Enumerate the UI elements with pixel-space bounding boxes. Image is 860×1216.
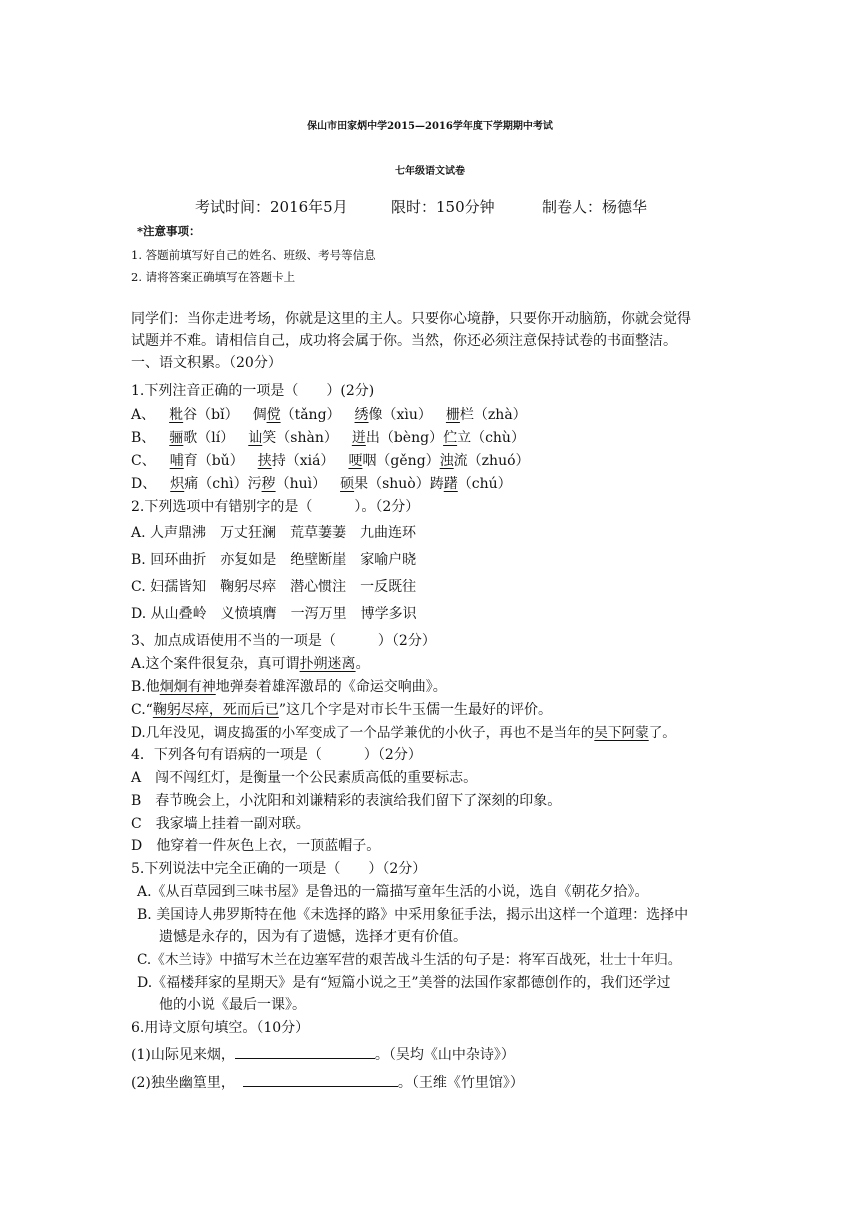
notes-heading: *注意事项： — [137, 224, 201, 238]
option-text: 了。 — [648, 725, 676, 741]
marked-word: 栅 — [445, 407, 460, 423]
marked-word: 浊 — [439, 453, 454, 469]
marked-word: 粃 — [169, 407, 184, 423]
marked-word: 迸 — [351, 430, 366, 446]
option-text: 。 — [355, 656, 370, 672]
intro-line: 同学们：当你走进考场，你就是这里的主人。只要你心境静，只要你开动脑筋，你就会觉得 — [131, 311, 691, 327]
option-label: C、 — [131, 453, 156, 469]
pinyin-text: 立（chù） — [457, 430, 525, 446]
question-stem: 3、加点成语使用不当的一项是（ ）（2分） — [131, 633, 436, 649]
question-stem: 2.下列选项中有错别字的是（ ）。（2分） — [131, 499, 420, 515]
poem-source: 。（王维《竹里馆》） — [397, 1075, 524, 1091]
poem-source: 。（吴均《山中杂诗》） — [374, 1047, 515, 1063]
option-row — [131, 723, 676, 743]
option-row: B. 回环曲折 亦复如是 绝壁断崖 家喻户晓 — [131, 552, 417, 568]
exam-subtitle: 七年级语文试卷 — [395, 166, 465, 177]
marked-word: 炽 — [170, 476, 185, 492]
option-row — [131, 700, 552, 720]
option-label: A、 — [131, 407, 156, 423]
pinyin-text: 痛（chì） — [184, 476, 248, 492]
pinyin-text: （chú） — [457, 476, 512, 492]
option-row-continued: 他的小说《最后一课》。 — [159, 997, 306, 1013]
marked-word: 哽 — [348, 453, 363, 469]
pinyin-text: 流（zhuó） — [453, 453, 530, 469]
answer-blank[interactable] — [235, 1044, 375, 1059]
marked-word: 硕 — [340, 476, 355, 492]
option-text: 地弹奏着雄浑激昂的《命运交响曲》。 — [215, 679, 447, 695]
pinyin-text: 谷（bǐ） — [183, 407, 239, 423]
marked-idiom: 扑朔迷离 — [299, 656, 356, 672]
marked-word: 秽 — [261, 476, 276, 492]
option-row — [131, 677, 447, 697]
pinyin-text: 咽（gěng） — [362, 453, 440, 469]
paper-author: 制卷人：杨德华 — [542, 198, 648, 216]
option-row: B. 美国诗人弗罗斯特在他《未选择的路》中采用象征手法，揭示出这样一个道理：选择中 — [137, 907, 689, 923]
option-row — [131, 474, 512, 494]
pinyin-text: 果（shuò） — [354, 476, 430, 492]
exam-title: 保山市田家炳中学2015—2016学年度下学期期中考试 — [307, 121, 553, 132]
note-item: 2. 请将答案正确填写在答题卡上 — [131, 270, 296, 284]
option-text: B.他 — [131, 679, 160, 695]
option-row: D.《福楼拜家的星期天》是有“短篇小说之王”美誉的法国作家都德创作的，我们还学过 — [137, 975, 671, 991]
poem-line: (2)独坐幽篁里， — [131, 1075, 235, 1091]
answer-blank[interactable] — [243, 1072, 398, 1087]
section-heading: 一、语文积累。（20分） — [131, 355, 282, 371]
note-item: 1. 答题前填写好自己的姓名、班级、考号等信息 — [131, 248, 376, 262]
question-stem: 4．下列各句有语病的一项是（ ）（2分） — [131, 747, 422, 763]
fill-blank-row — [131, 1044, 515, 1065]
option-row: B 春节晚会上，小沈阳和刘谦精彩的表演给我们留下了深刻的印象。 — [131, 793, 562, 809]
option-row: A. 人声鼎沸 万丈狂澜 荒草萋萋 九曲连环 — [131, 525, 417, 541]
intro-line: 试题并不难。请相信自己，成功将会属于你。当然，你还必须注意保持试卷的书面整洁。 — [131, 333, 677, 349]
option-text: D.几年没见，调皮捣蛋的小军变成了一个品学兼优的小伙子，再也不是当年的 — [131, 725, 595, 741]
option-row: A 闯不闯红灯，是衡量一个公民素质高低的重要标志。 — [131, 770, 478, 786]
marked-idiom: 鞠躬尽瘁，死而后已 — [152, 702, 279, 718]
marked-word: 倜傥 — [252, 407, 281, 423]
question-stem: 6.用诗文原句填空。（10分） — [131, 1020, 310, 1036]
option-row: D. 从山叠岭 义愤填膺 一泻万里 博学多识 — [131, 606, 417, 622]
option-row — [131, 654, 370, 674]
pinyin-text: （huì） — [275, 476, 327, 492]
pinyin-text: 歌（lí） — [183, 430, 235, 446]
marked-idiom: 吴下阿蒙 — [594, 725, 649, 741]
marked-word: 哺 — [169, 453, 184, 469]
option-row: C. 妇孺皆知 鞠躬尽瘁 潜心惯注 一反既往 — [131, 579, 417, 595]
marked-word: 躇 — [443, 476, 458, 492]
pinyin-text: 持（xiá） — [271, 453, 335, 469]
option-row — [131, 451, 530, 471]
plain-char: 污 — [247, 476, 262, 492]
option-label: D、 — [131, 476, 157, 492]
option-row: A.《从百草园到三味书屋》是鲁迅的一篇描写童年生活的小说，选自《朝花夕拾》。 — [137, 884, 649, 900]
option-row-continued: 遗憾是永存的，因为有了遗憾，选择才更有价值。 — [159, 929, 467, 945]
marked-word: 挟 — [257, 453, 272, 469]
option-row: C.《木兰诗》中描写木兰在边塞军营的艰苦战斗生活的句子是：将军百战死，壮士十年归。 — [137, 952, 682, 968]
option-row: C 我家墙上挂着一副对联。 — [131, 816, 310, 832]
marked-word: 绣 — [354, 407, 369, 423]
option-text: A.这个案件很复杂，真可谓 — [131, 656, 300, 672]
pinyin-text: 栏（zhà） — [459, 407, 527, 423]
pinyin-text: 育（bǔ） — [183, 453, 244, 469]
question-stem: 1.下列注音正确的一项是（ ）(2分) — [131, 383, 375, 399]
time-limit: 限时：150分钟 — [391, 198, 495, 216]
option-text: ”这几个字是对市长牛玉儒一生最好的评价。 — [278, 702, 552, 718]
pinyin-text: 像（xìu） — [368, 407, 432, 423]
question-stem: 5.下列说法中完全正确的一项是（ ）（2分） — [131, 861, 427, 877]
marked-word: 讪 — [248, 430, 263, 446]
option-row: D 他穿着一件灰色上衣，一顶蓝帽子。 — [131, 838, 381, 854]
pinyin-text: （tǎng） — [280, 407, 341, 423]
pinyin-text: 出（bèng） — [365, 430, 444, 446]
option-row — [131, 428, 525, 448]
fill-blank-row — [131, 1072, 524, 1093]
pinyin-text: 笑（shàn） — [262, 430, 338, 446]
plain-char: 踌 — [429, 476, 444, 492]
marked-idiom: 炯炯有神 — [159, 679, 216, 695]
exam-time: 考试时间：2016年5月 — [195, 198, 348, 216]
option-label: B、 — [131, 430, 156, 446]
marked-word: 伫 — [443, 430, 458, 446]
marked-word: 骊 — [169, 430, 184, 446]
option-text: C.“ — [131, 702, 153, 718]
option-row — [131, 405, 527, 425]
poem-line: (1)山际见来烟， — [131, 1047, 235, 1063]
